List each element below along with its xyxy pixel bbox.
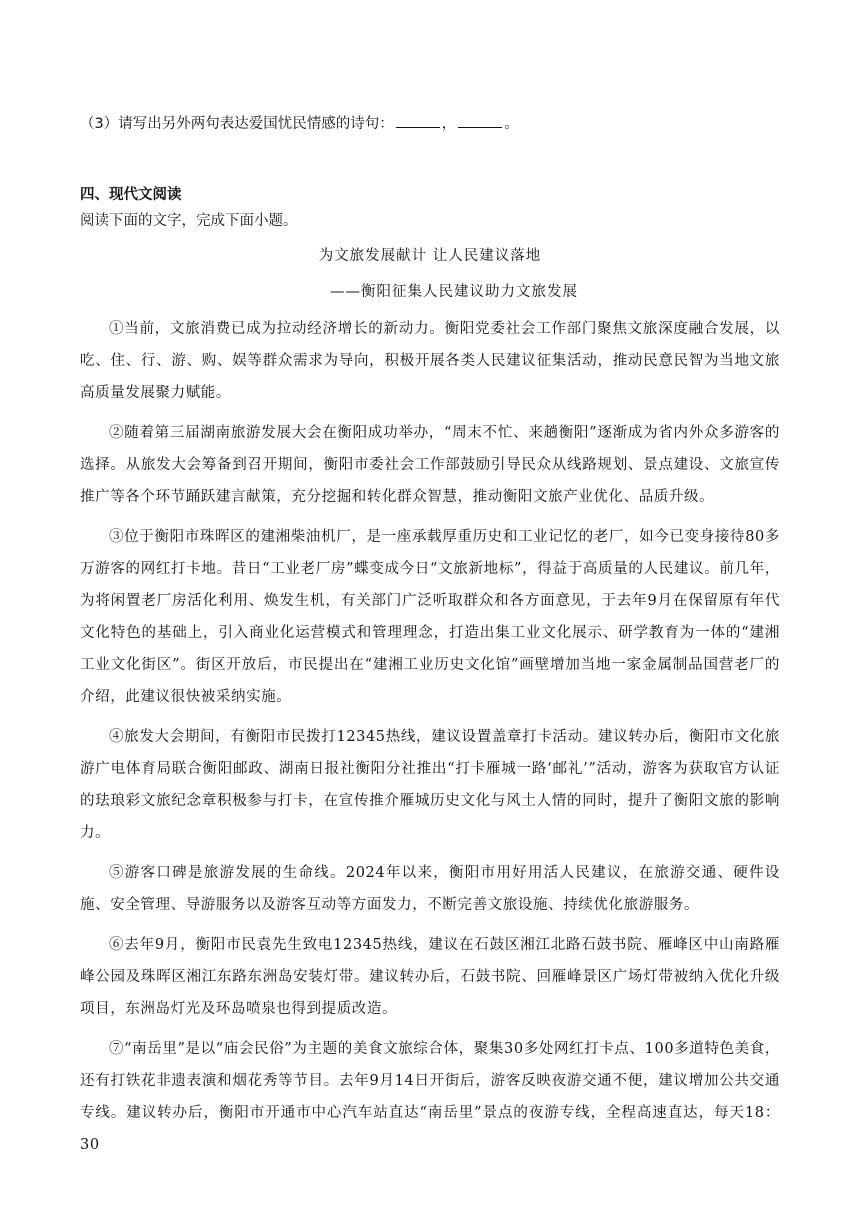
- reading-instruction: 阅读下面的文字，完成下面小题。: [80, 213, 298, 229]
- paragraph: ⑦“南岳里”是以“庙会民俗”为主题的美食文旅综合体，聚集30多处网红打卡点、100多道特色美食，还有打铁花非遗表演和烟花秀等节目。去年9月14日开街后，游客反映夜游交通不便，建议增加公共交通专线。建议转办后，衡阳市开通市中心汽车站直达“南岳里”景点的夜游专线，全程高速直达，每天18：30: [80, 1041, 780, 1153]
- question-3: [80, 112, 519, 136]
- article-title: 为文旅发展献计 让人民建议落地: [318, 248, 542, 264]
- paragraph: ③位于衡阳市珠晖区的建湘柴油机厂，是一座承载厚重历史和工业记忆的老厂，如今已变身接待80多万游客的网红打卡地。昔日“工业老厂房”蝶变成今日“文旅新地标”，得益于高质量的人民建议。前几年，为将闲置老厂房活化利用、焕发生机，有关部门广泛听取群众和各方面意见，于去年9月在保留原有年代文化特色的基础上，引入商业化运营模式和管理理念，打造出集工业文化展示、研学教育为一体的“建湘工业文化街区”。街区开放后，市民提出在“建湘工业历史文化馆”画壁增加当地一家金属制品国营老厂的介绍，此建议很快被采纳实施。: [80, 529, 780, 705]
- paragraph: ④旅发大会期间，有衡阳市民拨打12345热线，建议设置盖章打卡活动。建议转办后，衡阳市文化旅游广电体育局联合衡阳邮政、湖南日报社衡阳分社推出“打卡雁城一路‘邮礼’”活动，游客为获取官方认证的珐琅彩文旅纪念章积极参与打卡，在宣传推介雁城历史文化与风土人情的同时，提升了衡阳文旅的影响力。: [80, 729, 780, 841]
- article-body: [80, 313, 780, 1169]
- answer-blank-1[interactable]: [396, 113, 440, 128]
- question-3-end: 。: [504, 116, 519, 132]
- question-3-text: （3）请写出另外两句表达爱国忧民情感的诗句：: [80, 116, 394, 132]
- article-subtitle: ——衡阳征集人民建议助力文旅发展: [330, 284, 578, 300]
- paragraph: ②随着第三届湖南旅游发展大会在衡阳成功举办，“周末不忙、来趟衡阳”逐渐成为省内外众多游客的选择。从旅发大会筹备到召开期间，衡阳市委社会工作部鼓励引导民众从线路规划、景点建设、文旅宣传推广等各个环节踊跃建言献策，充分挖掘和转化群众智慧，推动衡阳文旅产业优化、品质升级。: [80, 425, 780, 505]
- section-heading: 四、现代文阅读: [80, 187, 182, 203]
- paragraph: ①当前，文旅消费已成为拉动经济增长的新动力。衡阳党委社会工作部门聚焦文旅深度融合发展，以吃、住、行、游、购、娱等群众需求为导向，积极开展各类人民建议征集活动，推动民意民智为当地文旅高质量发展聚力赋能。: [80, 321, 780, 401]
- answer-blank-2[interactable]: [458, 113, 502, 128]
- paragraph: ⑥去年9月，衡阳市民袁先生致电12345热线，建议在石鼓区湘江北路石鼓书院、雁峰区中山南路雁峰公园及珠晖区湘江东路东洲岛安装灯带。建议转办后，石鼓书院、回雁峰景区广场灯带被纳入优化升级项目，东洲岛灯光及环岛喷泉也得到提质改造。: [80, 937, 780, 1017]
- question-3-separator: ，: [441, 116, 457, 132]
- paragraph: ⑤游客口碑是旅游发展的生命线。2024年以来，衡阳市用好用活人民建议，在旅游交通、硬件设施、安全管理、导游服务以及游客互动等方面发力，不断完善文旅设施、持续优化旅游服务。: [80, 865, 780, 913]
